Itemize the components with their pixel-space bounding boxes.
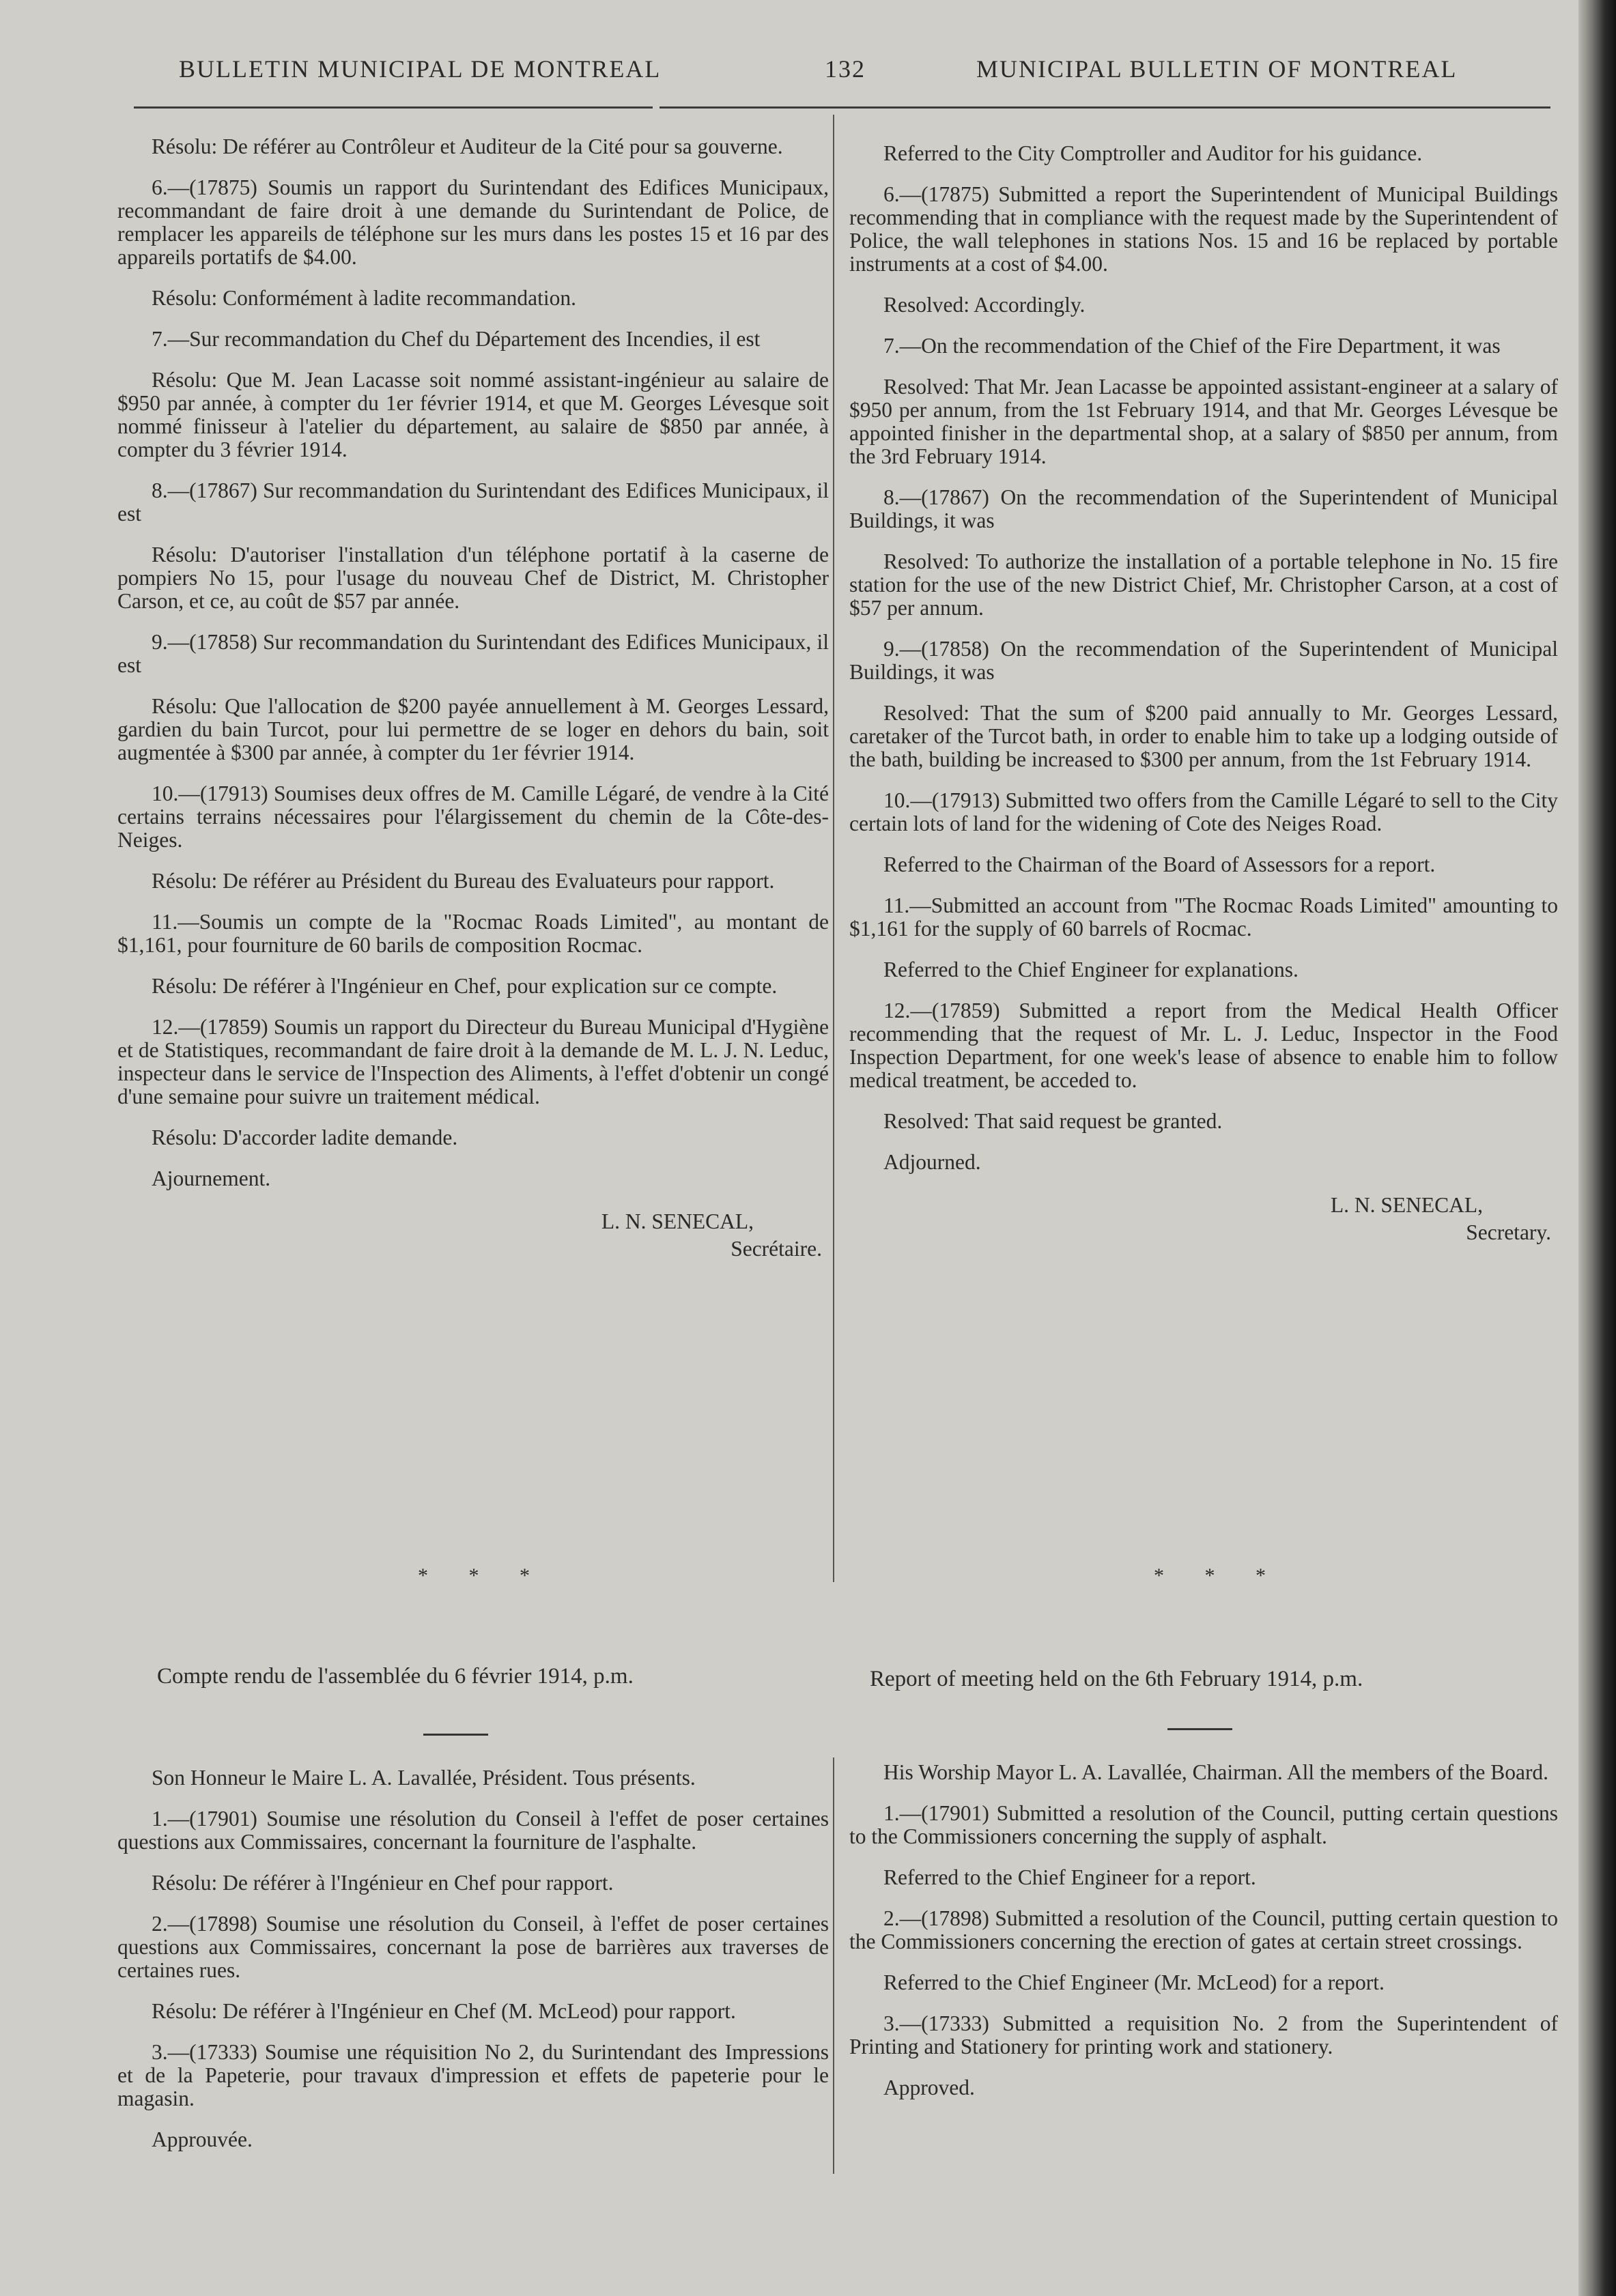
signature-title: Secretary. [1466,1220,1551,1244]
paragraph: Résolu: De référer au Contrôleur et Auditeur de la Cité pour sa gouverne. [152,134,783,158]
header-right-title: MUNICIPAL BULLETIN OF MONTREAL [976,55,1458,83]
page-header [0,55,1616,96]
paragraph: Referred to the City Comptroller and Auditor for his guidance. [883,141,1423,165]
paragraph: 7.—Sur recommandation du Chef du Département des Incendies, il est [152,327,761,351]
french-column-bottom [117,1766,829,2169]
paragraph: Son Honneur le Maire L. A. Lavallée, Président. Tous présents. [152,1766,696,1790]
paragraph: Ajournement. [152,1166,271,1190]
paragraph: 8.—(17867) On the recommendation of the Superintendent of Municipal Buildings, it was [849,485,1558,532]
short-rule-left [423,1734,488,1736]
header-left-title: BULLETIN MUNICIPAL DE MONTREAL [179,55,662,83]
paragraph: Résolu: Que M. Jean Lacasse soit nommé assistant-ingénieur au salaire de $950 par année, à compter du 1er février 1914, et que M. Georges Lévesque soit nommé finisseur à l'atelier du département, au salaire de $850 par année, à compter du 3 février 1914. [117,368,829,461]
paragraph: Résolu: De référer à l'Ingénieur en Chef, pour explication sur ce compte. [152,974,778,998]
paragraph: Résolu: D'autoriser l'installation d'un téléphone portatif à la caserne de pompiers No 15, pour l'usage du nouveau Chef de District, M. Christopher Carson, et ce, au coût de $57 par année. [117,543,829,613]
paragraph: 9.—(17858) Sur recommandation du Surintendant des Edifices Municipaux, il est [117,630,829,677]
signature-block-french [117,1208,829,1263]
separator-stars-right: * * * [1154,1564,1284,1587]
signature-name: L. N. SENECAL, [1330,1193,1483,1217]
paragraph: Approuvée. [152,2127,253,2151]
header-rule-left [134,106,653,109]
english-column-bottom [849,1761,1558,2117]
paragraph: 8.—(17867) Sur recommandation du Surintendant des Edifices Municipaux, il est [117,478,829,526]
short-rule-right [1167,1728,1232,1730]
paragraph: 11.—Soumis un compte de la "Rocmac Roads Limited", au montant de $1,161, pour fourniture de 60 barils de composition Rocmac. [117,910,829,957]
paragraph: 2.—(17898) Submitted a resolution of the Council, putting certain question to the Commissioners concerning the erection of gates at certain street crossings. [849,1906,1558,1953]
paragraph: Approved. [883,2076,975,2099]
signature-name: L. N. SENECAL, [601,1209,754,1233]
paragraph: His Worship Mayor L. A. Lavallée, Chairman. All the members of the Board. [883,1760,1549,1784]
paragraph: Résolu: De référer au Président du Bureau des Evaluateurs pour rapport. [152,869,775,893]
paragraph: 3.—(17333) Soumise une réquisition No 2, du Surintendant des Impressions et de la Papeterie, pour travaux d'impression et effets de papeterie pour le magasin. [117,2040,829,2110]
paragraph: Resolved: To authorize the installation of a portable telephone in No. 15 fire station for the use of the new District Chief, Mr. Christopher Carson, at a cost of $57 per annum. [849,549,1558,620]
signature-block-english [849,1192,1558,1246]
english-column-top [849,142,1558,1246]
paragraph: Résolu: Que l'allocation de $200 payée annuellement à M. Georges Lessard, gardien du bain Turcot, pour lui permettre de se loger en dehors du bain, soit augmentée à $300 par année, à compter du 1er février 1914. [117,694,829,764]
paragraph: Referred to the Chief Engineer for a report. [883,1865,1256,1889]
column-divider-bottom [833,1757,834,2174]
paragraph: 11.—Submitted an account from "The Rocmac Roads Limited" amounting to $1,161 for the supply of 60 barrels of Rocmac. [849,893,1558,941]
page-number: 132 [825,55,866,83]
paragraph: 1.—(17901) Submitted a resolution of the Council, putting certain questions to the Commissioners concerning the supply of asphalt. [849,1801,1558,1848]
paragraph: Resolved: That Mr. Jean Lacasse be appointed assistant-engineer at a salary of $950 per annum, from the 1st February 1914, and that Mr. Georges Lévesque be appointed finisher in the departmental shop, at a salary of $850 per annum, from the 3rd February 1914. [849,375,1558,468]
paragraph: 1.—(17901) Soumise une résolution du Conseil à l'effet de poser certaines questions aux Commissaires, concernant la fourniture de l'asphalte. [117,1807,829,1854]
paragraph: 10.—(17913) Soumises deux offres de M. Camille Légaré, de vendre à la Cité certains terrains nécessaires pour l'élargissement du chemin de la Côte-des-Neiges. [117,781,829,852]
paragraph: 6.—(17875) Submitted a report the Superintendent of Municipal Buildings recommending that in compliance with the request made by the Superintendent of Police, the wall telephones in stations Nos. 15 and 16 be replaced by portable instruments at a cost of $4.00. [849,182,1558,276]
paragraph: Résolu: De référer à l'Ingénieur en Chef pour rapport. [152,1871,614,1895]
paragraph: 9.—(17858) On the recommendation of the Superintendent of Municipal Buildings, it was [849,637,1558,684]
paragraph: 12.—(17859) Submitted a report from the Medical Health Officer recommending that the request of Mr. L. J. Leduc, Inspector in the Food Inspection Department, for one week's lease of absence to enable him to follow medical treatment, be acceded to. [849,999,1558,1092]
paragraph: 2.—(17898) Soumise une résolution du Conseil, à l'effet de poser certaines questions aux Commissaires, concernant la pose de barrières aux traverses de certaines rues. [117,1912,829,1982]
paragraph: 3.—(17333) Submitted a requisition No. 2 from the Superintendent of Printing and Stationery for printing work and stationery. [849,2011,1558,2058]
separator-stars-left: * * * [418,1564,548,1587]
paragraph: Referred to the Chief Engineer (Mr. McLeod) for a report. [883,1970,1385,1994]
header-rule-right [660,106,1550,109]
meeting-title-english: Report of meeting held on the 6th February 1914, p.m. [870,1667,1363,1691]
paragraph: Résolu: Conformément à ladite recommandation. [152,286,576,310]
paragraph: Résolu: De référer à l'Ingénieur en Chef (M. McLeod) pour rapport. [152,1999,736,2023]
paragraph: Resolved: That said request be granted. [883,1109,1223,1133]
paragraph: 7.—On the recommendation of the Chief of the Fire Department, it was [883,334,1501,358]
signature-title: Secrétaire. [731,1237,822,1261]
paragraph: Adjourned. [883,1150,981,1174]
meeting-title-french: Compte rendu de l'assemblée du 6 février 1914, p.m. [157,1664,634,1689]
french-column-top [117,135,829,1263]
paragraph: 10.—(17913) Submitted two offers from the Camille Légaré to sell to the City certain lots of land for the widening of Cote des Neiges Road. [849,788,1558,835]
paragraph: Résolu: D'accorder ladite demande. [152,1125,458,1149]
paragraph: 12.—(17859) Soumis un rapport du Directeur du Bureau Municipal d'Hygiène et de Statistiques, recommandant de faire droit à la demande de M. L. J. N. Leduc, inspecteur dans le service de l'Inspection des Aliments, à l'effet d'obtenir un congé d'une semaine pour suivre un traitement médical. [117,1015,829,1108]
column-divider-top [833,115,834,1582]
paragraph: Resolved: That the sum of $200 paid annually to Mr. Georges Lessard, caretaker of the Turcot bath, in order to enable him to take up a lodging outside of the bath, building be increased to $300 per annum, from the 1st February 1914. [849,701,1558,771]
paragraph: 6.—(17875) Soumis un rapport du Surintendant des Edifices Municipaux, recommandant de faire droit à une demande du Surintendant de Police, de remplacer les appareils de téléphone sur les murs dans les postes 15 et 16 par des appareils portatifs de $4.00. [117,175,829,269]
paragraph: Referred to the Chairman of the Board of Assessors for a report. [883,852,1436,876]
paragraph: Resolved: Accordingly. [883,293,1086,317]
book-spine-shadow [1578,0,1616,2296]
paragraph: Referred to the Chief Engineer for explanations. [883,958,1299,981]
